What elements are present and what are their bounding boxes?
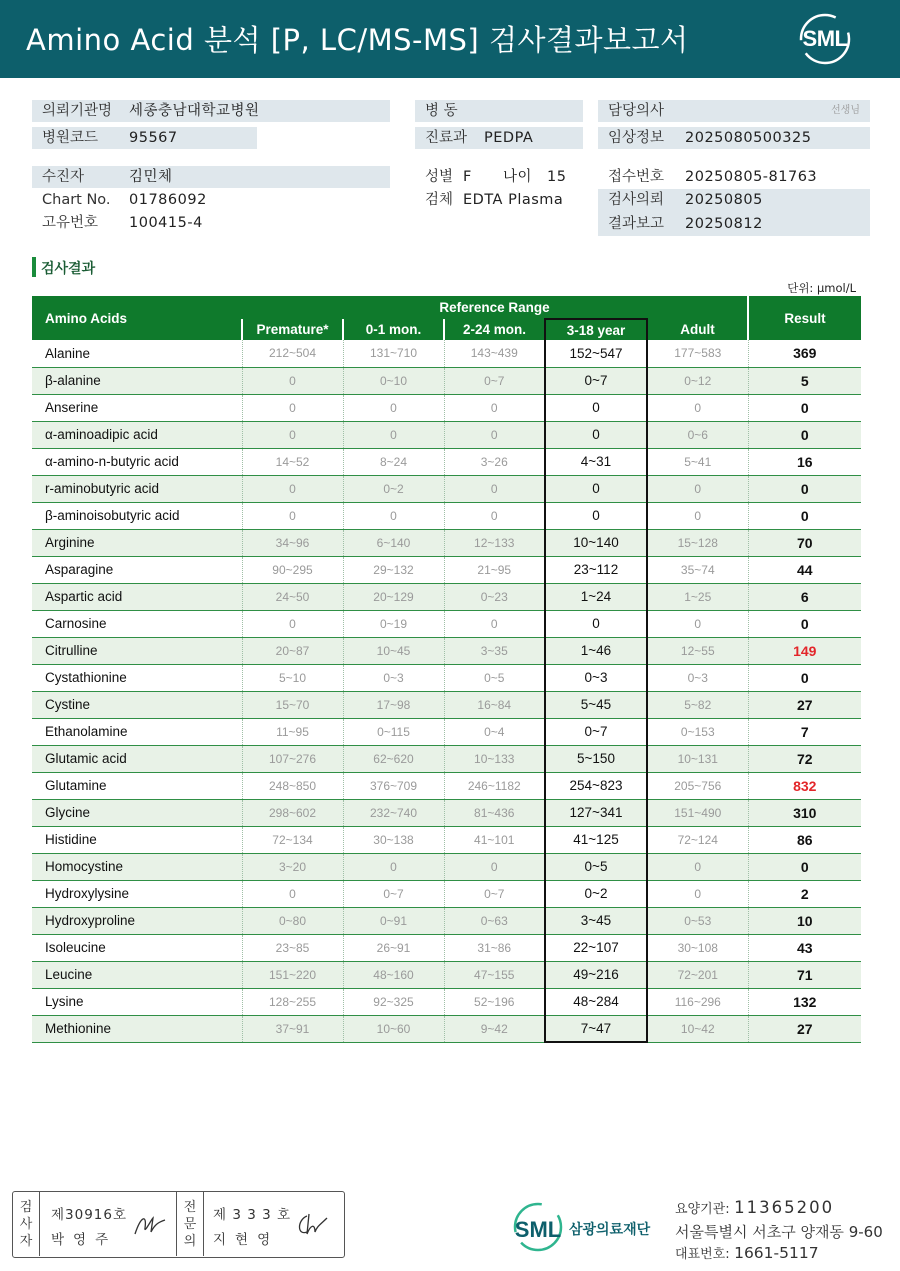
institution-row: [32, 100, 390, 122]
reference-range-cell: 1~46: [545, 637, 647, 664]
amino-acid-name: Glycine: [32, 799, 242, 826]
department-value: PEDPA: [484, 130, 534, 146]
reference-range-cell: 0: [242, 367, 343, 394]
table-row: [32, 448, 861, 475]
result-cell: 5: [748, 367, 861, 394]
reference-range-cell: 0~4: [444, 718, 545, 745]
reference-range-cell: 151~220: [242, 961, 343, 988]
reference-range-cell: 16~84: [444, 691, 545, 718]
reference-range-cell: 0: [242, 421, 343, 448]
result-cell: 832: [748, 772, 861, 799]
reference-range-cell: 0: [647, 610, 748, 637]
reference-range-cell: 0: [444, 421, 545, 448]
col-header-adult: Adult: [647, 319, 748, 340]
result-cell: 0: [748, 853, 861, 880]
reference-range-cell: 0~6: [647, 421, 748, 448]
result-cell: 72: [748, 745, 861, 772]
table-row: [32, 664, 861, 691]
amino-acid-name: Cystine: [32, 691, 242, 718]
specimen-row: [415, 189, 590, 211]
specimen-value: EDTA Plasma: [463, 192, 564, 208]
result-cell: 16: [748, 448, 861, 475]
sml-logo: [796, 12, 854, 66]
result-cell: 149: [748, 637, 861, 664]
result-cell: 132: [748, 988, 861, 1015]
table-row: [32, 529, 861, 556]
reference-range-cell: 6~140: [343, 529, 444, 556]
result-cell: 43: [748, 934, 861, 961]
reference-range-cell: 92~325: [343, 988, 444, 1015]
reference-range-cell: 0: [444, 853, 545, 880]
table-row: [32, 556, 861, 583]
table-row: [32, 367, 861, 394]
reference-range-cell: 15~128: [647, 529, 748, 556]
col-header-result: Result: [748, 296, 861, 340]
reference-range-cell: 52~196: [444, 988, 545, 1015]
phone-line: [675, 1243, 819, 1262]
amino-acid-name: Leucine: [32, 961, 242, 988]
reference-range-cell: 298~602: [242, 799, 343, 826]
inspector-signature-icon: [131, 1210, 169, 1240]
reference-range-cell: 10~140: [545, 529, 647, 556]
table-row: [32, 691, 861, 718]
col-header-2-24-mon: 2-24 mon.: [444, 319, 545, 340]
amino-acid-name: Glutamine: [32, 772, 242, 799]
result-cell: 369: [748, 340, 861, 367]
reference-range-cell: 72~124: [647, 826, 748, 853]
specialist-license: 제 3 3 3 호: [213, 1207, 292, 1223]
section-title: 검사결과: [41, 261, 96, 277]
institution-value: 세종충남대학교병원: [129, 103, 260, 119]
amino-acid-name: Aspartic acid: [32, 583, 242, 610]
unique-row: [32, 212, 390, 234]
result-cell: 6: [748, 583, 861, 610]
reference-range-cell: 0~91: [343, 907, 444, 934]
reference-range-cell: 0~3: [545, 664, 647, 691]
phone-value: 1661-5117: [734, 1244, 819, 1262]
reference-range-cell: 0: [343, 502, 444, 529]
reference-range-cell: 0: [444, 502, 545, 529]
reference-range-cell: 41~125: [545, 826, 647, 853]
patient-label: 수진자: [42, 169, 85, 185]
reference-range-cell: 0~80: [242, 907, 343, 934]
reference-range-cell: 14~52: [242, 448, 343, 475]
hospital-code-label: 병원코드: [42, 130, 99, 146]
col-header-name: Amino Acids: [32, 296, 242, 340]
reference-range-cell: 48~160: [343, 961, 444, 988]
chart-row: [32, 189, 390, 211]
reference-range-cell: 41~101: [444, 826, 545, 853]
reference-range-cell: 254~823: [545, 772, 647, 799]
reference-range-cell: 0~153: [647, 718, 748, 745]
reference-range-cell: 24~50: [242, 583, 343, 610]
col-header-3-18-year: 3-18 year: [545, 319, 647, 340]
reference-range-cell: 0~12: [647, 367, 748, 394]
reference-range-cell: 10~42: [647, 1015, 748, 1042]
reference-range-cell: 131~710: [343, 340, 444, 367]
reference-range-cell: 34~96: [242, 529, 343, 556]
reference-range-cell: 62~620: [343, 745, 444, 772]
reference-range-cell: 0~3: [343, 664, 444, 691]
reference-range-cell: 3~26: [444, 448, 545, 475]
amino-acid-name: Methionine: [32, 1015, 242, 1042]
amino-acid-name: Histidine: [32, 826, 242, 853]
reference-range-cell: 116~296: [647, 988, 748, 1015]
hospital-code-value: 95567: [129, 130, 178, 146]
reference-range-cell: 31~86: [444, 934, 545, 961]
reference-range-cell: 37~91: [242, 1015, 343, 1042]
reference-range-cell: 10~45: [343, 637, 444, 664]
table-row: [32, 421, 861, 448]
amino-acid-name: Hydroxylysine: [32, 880, 242, 907]
unique-label: 고유번호: [42, 215, 99, 231]
table-row: [32, 502, 861, 529]
reference-range-cell: 23~85: [242, 934, 343, 961]
table-row: [32, 718, 861, 745]
specialist-name: 지현영: [213, 1232, 280, 1248]
reference-range-cell: 0~53: [647, 907, 748, 934]
reference-range-cell: 212~504: [242, 340, 343, 367]
results-body: [32, 340, 861, 1042]
table-row: [32, 583, 861, 610]
reference-range-cell: 0~63: [444, 907, 545, 934]
reference-range-cell: 0: [545, 421, 647, 448]
reference-range-cell: 11~95: [242, 718, 343, 745]
amino-acid-name: Anserine: [32, 394, 242, 421]
result-cell: 2: [748, 880, 861, 907]
table-row: [32, 988, 861, 1015]
org-logo: [510, 1199, 566, 1255]
amino-acid-name: Ethanolamine: [32, 718, 242, 745]
reference-range-cell: 0: [242, 502, 343, 529]
reference-range-cell: 0: [647, 394, 748, 421]
org-name: 삼광의료재단: [569, 1222, 651, 1238]
reference-range-cell: 127~341: [545, 799, 647, 826]
department-row: [415, 127, 583, 149]
result-cell: 71: [748, 961, 861, 988]
sig-divider: [39, 1192, 40, 1256]
reference-range-cell: 0~7: [545, 367, 647, 394]
amino-acid-name: Isoleucine: [32, 934, 242, 961]
reference-range-cell: 151~490: [647, 799, 748, 826]
result-cell: 0: [748, 394, 861, 421]
unit-label: 단위: μmol/L: [787, 281, 856, 295]
age-label: 나이: [503, 169, 533, 185]
reference-range-cell: 0: [647, 475, 748, 502]
reference-range-cell: 0: [545, 502, 647, 529]
reference-range-cell: 90~295: [242, 556, 343, 583]
reference-range-cell: 23~112: [545, 556, 647, 583]
result-cell: 27: [748, 1015, 861, 1042]
age-value: 15: [547, 169, 567, 185]
chart-value: 01786092: [129, 192, 207, 208]
table-row: [32, 772, 861, 799]
reference-range-cell: 72~201: [647, 961, 748, 988]
col-header-premature: Premature*: [242, 319, 343, 340]
inspector-label: 검 사 자: [19, 1199, 33, 1249]
reference-range-cell: 0~115: [343, 718, 444, 745]
reference-range-cell: 12~55: [647, 637, 748, 664]
table-row: [32, 853, 861, 880]
result-cell: 0: [748, 610, 861, 637]
amino-acid-name: Arginine: [32, 529, 242, 556]
reference-range-cell: 35~74: [647, 556, 748, 583]
request-date-value: 20250805: [685, 192, 763, 208]
table-row: [32, 880, 861, 907]
table-row: [32, 826, 861, 853]
ward-label: 병 동: [425, 103, 458, 119]
patient-value: 김민체: [129, 169, 173, 185]
specimen-label: 검체: [425, 192, 454, 208]
reference-range-cell: 177~583: [647, 340, 748, 367]
table-row: [32, 637, 861, 664]
reference-range-cell: 10~133: [444, 745, 545, 772]
reference-range-cell: 49~216: [545, 961, 647, 988]
section-marker: [32, 257, 36, 277]
reference-range-cell: 0~3: [647, 664, 748, 691]
reference-range-cell: 0~2: [545, 880, 647, 907]
reference-range-cell: 0: [545, 610, 647, 637]
reference-range-cell: 232~740: [343, 799, 444, 826]
dates-block: [598, 189, 870, 236]
amino-acid-name: Alanine: [32, 340, 242, 367]
specialist-label: 전 문 의: [183, 1199, 197, 1249]
reference-range-cell: 26~91: [343, 934, 444, 961]
hospital-code-row: [32, 127, 257, 149]
reference-range-cell: 128~255: [242, 988, 343, 1015]
reference-range-cell: 8~24: [343, 448, 444, 475]
reference-range-cell: 29~132: [343, 556, 444, 583]
signature-box: [12, 1191, 345, 1258]
reference-range-cell: 5~82: [647, 691, 748, 718]
receipt-label: 접수번호: [608, 169, 665, 185]
result-cell: 0: [748, 475, 861, 502]
reference-range-cell: 248~850: [242, 772, 343, 799]
col-header-0-1-mon: 0-1 mon.: [343, 319, 444, 340]
sex-age-row: [415, 166, 590, 188]
amino-acid-name: Hydroxyproline: [32, 907, 242, 934]
reference-range-cell: 81~436: [444, 799, 545, 826]
sig-divider: [203, 1192, 204, 1256]
reference-range-cell: 5~41: [647, 448, 748, 475]
amino-acid-name: Citrulline: [32, 637, 242, 664]
amino-acid-name: Lysine: [32, 988, 242, 1015]
table-row: [32, 1015, 861, 1042]
reference-range-cell: 0~5: [545, 853, 647, 880]
table-row: [32, 799, 861, 826]
amino-acid-name: α-amino-n-butyric acid: [32, 448, 242, 475]
reference-range-cell: 0: [444, 394, 545, 421]
reference-range-cell: 0: [242, 394, 343, 421]
chart-label: Chart No.: [42, 192, 111, 208]
reference-range-cell: 0: [343, 394, 444, 421]
reference-range-cell: 0~2: [343, 475, 444, 502]
reference-range-cell: 4~31: [545, 448, 647, 475]
result-cell: 86: [748, 826, 861, 853]
table-row: [32, 475, 861, 502]
phone-label: 대표번호:: [675, 1247, 730, 1262]
inspector-license: 제30916호: [51, 1207, 128, 1223]
reference-range-cell: 0~19: [343, 610, 444, 637]
report-date-value: 20250812: [685, 216, 763, 232]
result-cell: 7: [748, 718, 861, 745]
reference-range-cell: 12~133: [444, 529, 545, 556]
amino-acid-name: Carnosine: [32, 610, 242, 637]
reference-range-cell: 376~709: [343, 772, 444, 799]
amino-acid-name: Cystathionine: [32, 664, 242, 691]
amino-acid-name: Asparagine: [32, 556, 242, 583]
reference-range-cell: 0: [343, 421, 444, 448]
table-row: [32, 907, 861, 934]
reference-range-cell: 0: [647, 880, 748, 907]
reference-range-cell: 22~107: [545, 934, 647, 961]
reference-range-cell: 3~45: [545, 907, 647, 934]
result-cell: 70: [748, 529, 861, 556]
reference-range-cell: 0~7: [545, 718, 647, 745]
reference-range-cell: 0~7: [343, 880, 444, 907]
unique-value: 100415-4: [129, 215, 203, 231]
clinical-info-label: 임상정보: [608, 130, 665, 146]
reference-range-cell: 0~5: [444, 664, 545, 691]
reference-range-cell: 0~7: [444, 367, 545, 394]
result-cell: 10: [748, 907, 861, 934]
col-header-reference: Reference Range: [242, 296, 748, 319]
amino-acid-name: r-aminobutyric acid: [32, 475, 242, 502]
reference-range-cell: 20~87: [242, 637, 343, 664]
reference-range-cell: 0: [242, 880, 343, 907]
institution-label: 의뢰기관명: [42, 103, 113, 119]
reference-range-cell: 1~24: [545, 583, 647, 610]
result-cell: 310: [748, 799, 861, 826]
reference-range-cell: 152~547: [545, 340, 647, 367]
reference-range-cell: 30~108: [647, 934, 748, 961]
reference-range-cell: 205~756: [647, 772, 748, 799]
reference-range-cell: 0: [545, 394, 647, 421]
reference-range-cell: 3~35: [444, 637, 545, 664]
department-label: 진료과: [425, 130, 468, 146]
reference-range-cell: 1~25: [647, 583, 748, 610]
report-title: Amino Acid 분석 [P, LC/MS-MS] 검사결과보고서: [26, 23, 689, 57]
doctor-row: [598, 100, 870, 122]
reference-range-cell: 5~45: [545, 691, 647, 718]
amino-acid-name: β-alanine: [32, 367, 242, 394]
report-header: [0, 0, 900, 78]
reference-range-cell: 72~134: [242, 826, 343, 853]
table-row: [32, 610, 861, 637]
amino-acid-name: α-aminoadipic acid: [32, 421, 242, 448]
table-row: [32, 745, 861, 772]
reference-range-cell: 10~60: [343, 1015, 444, 1042]
request-date-label: 검사의뢰: [608, 192, 665, 208]
reference-range-cell: 0~7: [444, 880, 545, 907]
result-cell: 44: [748, 556, 861, 583]
ward-row: [415, 100, 583, 122]
care-label: 요양기관:: [675, 1202, 730, 1217]
care-institution-line: [675, 1198, 834, 1217]
amino-acid-name: β-aminoisobutyric acid: [32, 502, 242, 529]
reference-range-cell: 0: [545, 475, 647, 502]
reference-range-cell: 246~1182: [444, 772, 545, 799]
clinical-info-value: 2025080500325: [685, 130, 812, 146]
reference-range-cell: 143~439: [444, 340, 545, 367]
reference-range-cell: 107~276: [242, 745, 343, 772]
inspector-name: 박영주: [51, 1232, 118, 1248]
reference-range-cell: 3~20: [242, 853, 343, 880]
reference-range-cell: 20~129: [343, 583, 444, 610]
reference-range-cell: 15~70: [242, 691, 343, 718]
org-logo-text: SML: [514, 1217, 562, 1242]
table-row: [32, 961, 861, 988]
reference-range-cell: 0~23: [444, 583, 545, 610]
doctor-label: 담당의사: [608, 103, 665, 119]
amino-acid-name: Glutamic acid: [32, 745, 242, 772]
sex-value: F: [463, 169, 472, 185]
results-table: [32, 296, 861, 1043]
table-row: [32, 934, 861, 961]
reference-range-cell: 17~98: [343, 691, 444, 718]
table-row: [32, 340, 861, 367]
care-value: 11365200: [734, 1198, 835, 1217]
reference-range-cell: 0: [647, 853, 748, 880]
reference-range-cell: 0~10: [343, 367, 444, 394]
reference-range-cell: 7~47: [545, 1015, 647, 1042]
reference-range-cell: 21~95: [444, 556, 545, 583]
sml-logo-text: SML: [802, 26, 848, 51]
reference-range-cell: 5~10: [242, 664, 343, 691]
reference-range-cell: 0: [444, 475, 545, 502]
receipt-value: 20250805-81763: [685, 169, 818, 185]
reference-range-cell: 47~155: [444, 961, 545, 988]
amino-acid-name: Homocystine: [32, 853, 242, 880]
result-cell: 0: [748, 421, 861, 448]
result-cell: 0: [748, 664, 861, 691]
results-table-wrap: [32, 296, 861, 1043]
specialist-signature-icon: [293, 1210, 331, 1240]
reference-range-cell: 0: [444, 610, 545, 637]
reference-range-cell: 5~150: [545, 745, 647, 772]
reference-range-cell: 0: [647, 502, 748, 529]
receipt-row: [598, 166, 870, 188]
clinical-info-row: [598, 127, 870, 149]
table-row: [32, 394, 861, 421]
reference-range-cell: 0: [343, 853, 444, 880]
report-date-label: 결과보고: [608, 216, 665, 232]
reference-range-cell: 30~138: [343, 826, 444, 853]
reference-range-cell: 48~284: [545, 988, 647, 1015]
result-cell: 0: [748, 502, 861, 529]
doctor-suffix: 선생님: [831, 105, 860, 116]
reference-range-cell: 0: [242, 475, 343, 502]
result-cell: 27: [748, 691, 861, 718]
sex-label: 성별: [425, 169, 454, 185]
address-line: 서울특별시 서초구 양재동 9-60: [675, 1223, 883, 1241]
reference-range-cell: 0: [242, 610, 343, 637]
patient-row: [32, 166, 390, 188]
reference-range-cell: 9~42: [444, 1015, 545, 1042]
reference-range-cell: 10~131: [647, 745, 748, 772]
